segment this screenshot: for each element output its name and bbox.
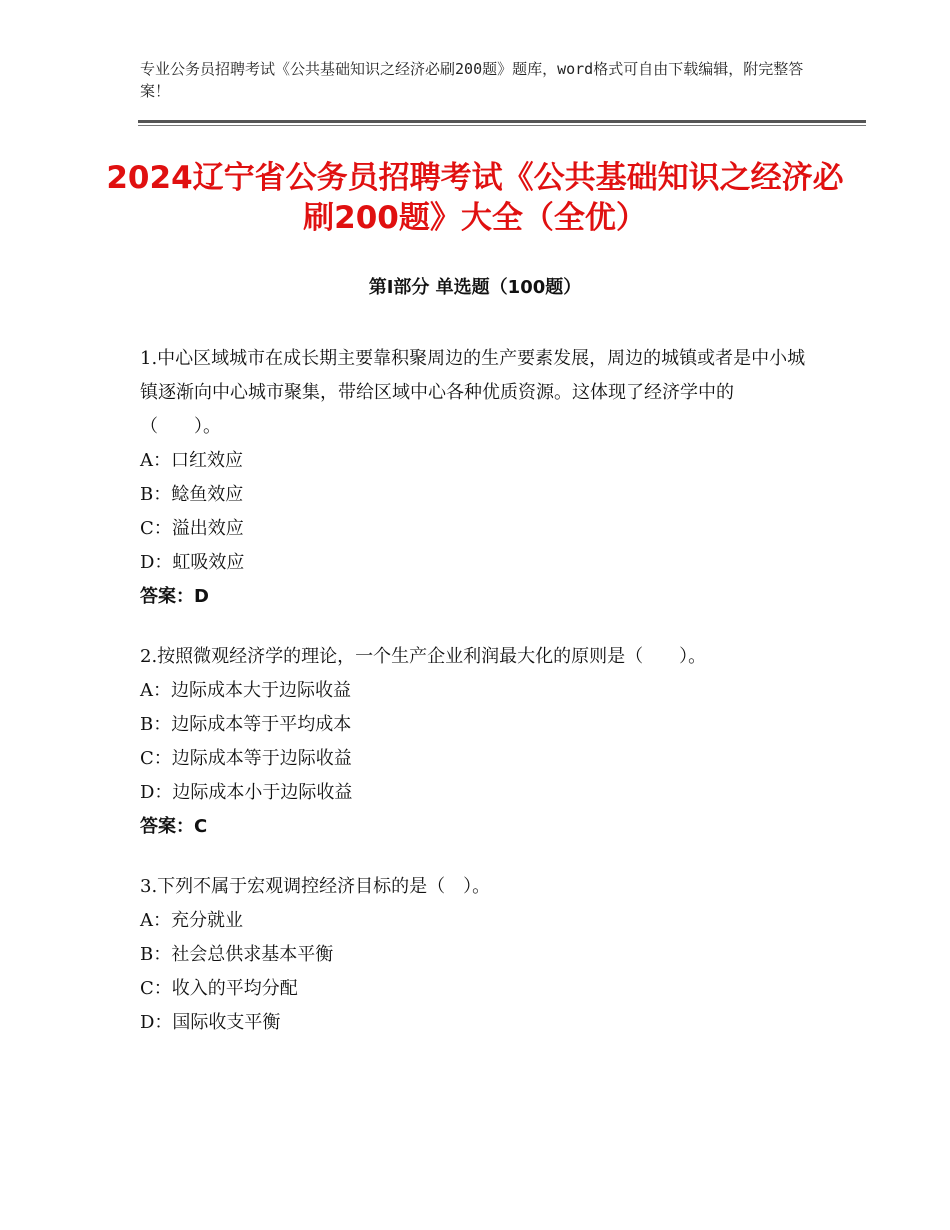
question-2 [140, 640, 808, 844]
option-a: A：口红效应 [140, 450, 243, 471]
part-heading: 第Ⅰ部分 单选题（100题） [368, 277, 582, 298]
answer: 答案：D [140, 586, 209, 607]
question-stem: 3.下列不属于宏观调控经济目标的是（ ）。 [140, 876, 491, 897]
header-note: 专业公务员招聘考试《公共基础知识之经济必刷200题》题库，word格式可自由下载编辑，附完整答案！ [140, 60, 804, 100]
header-rule-thick [138, 120, 866, 123]
question-stem: 2.按照微观经济学的理论，一个生产企业利润最大化的原则是（ ）。 [140, 646, 707, 667]
document-title: 2024辽宁省公务员招聘考试《公共基础知识之经济必刷200题》大全（全优） [106, 160, 844, 236]
answer: 答案：C [140, 816, 208, 837]
option-d: D：虹吸效应 [140, 552, 245, 573]
option-c: C：收入的平均分配 [140, 978, 298, 999]
question-1 [140, 342, 808, 614]
option-b: B：社会总供求基本平衡 [140, 944, 334, 965]
option-b: B：鲶鱼效应 [140, 484, 244, 505]
question-stem: 1.中心区域城市在成长期主要靠积聚周边的生产要素发展，周边的城镇或者是中小城镇逐渐向中心城市聚集，带给区域中心各种优质资源。这体现了经济学中的（ ）。 [140, 348, 806, 437]
option-c: C：边际成本等于边际收益 [140, 748, 352, 769]
question-3 [140, 870, 808, 1040]
question-list [140, 342, 808, 1066]
option-a: A：充分就业 [140, 910, 243, 931]
option-d: D：国际收支平衡 [140, 1012, 281, 1033]
option-c: C：溢出效应 [140, 518, 244, 539]
option-d: D：边际成本小于边际收益 [140, 782, 353, 803]
option-b: B：边际成本等于平均成本 [140, 714, 352, 735]
header-rule-thin [138, 125, 866, 126]
option-a: A：边际成本大于边际收益 [140, 680, 351, 701]
